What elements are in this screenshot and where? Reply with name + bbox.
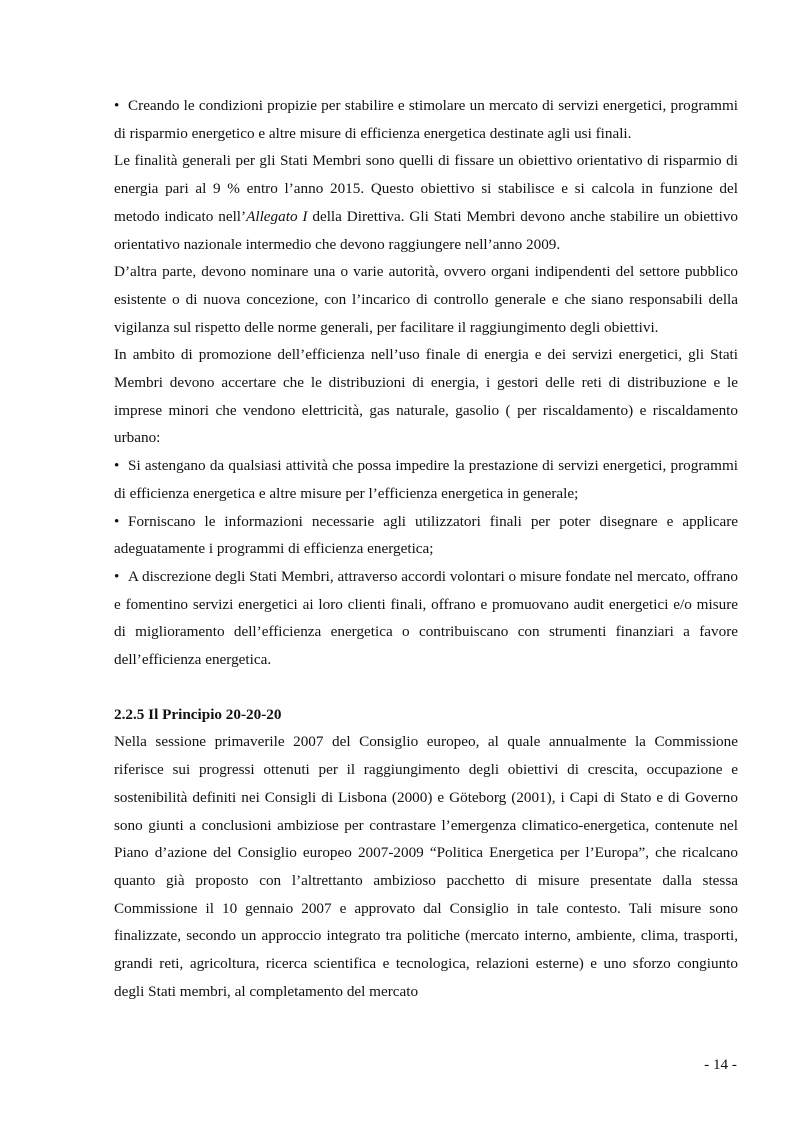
page-body	[114, 92, 738, 1006]
paragraph: In ambito di promozione dell’efficienza nell’uso finale di energia e dei servizi energetici, gli Stati Membri devono accertare che le distribuzioni di energia, i gestori delle reti di distribuzione e le imprese minori che vendono elettricità, gas naturale, gasolio ( per riscaldamento) e riscaldamento urbano:	[114, 346, 738, 447]
paragraph-text: della Direttiva. Gli Stati Membri devono anche stabilire un obiettivo orientativo nazionale intermedio che devono raggiungere nell’anno 2009.	[114, 207, 739, 253]
bullet-icon: •	[114, 457, 120, 475]
bullet-text: A discrezione degli Stati Membri, attraverso accordi volontari o misure fondate nel mercato, offrano e fomentino servizi energetici ai loro clienti finali, offrano e promuovano audit energetici e/o misure di miglioramento dell’efficienza energetica o contribuiscano con strumenti finanziari a favore dell’efficienza energetica.	[114, 567, 738, 669]
page-number: - 14 -	[704, 1056, 737, 1073]
bullet-item	[114, 563, 738, 674]
section-spacer	[114, 674, 738, 701]
bullet-text: Si astengano da qualsiasi attività che possa impedire la prestazione di servizi energetici, programmi di efficienza energetica e altre misure per l’efficienza energetica in generale;	[114, 457, 738, 502]
bullet-text: Forniscano le informazioni necessarie agli utilizzatori finali per poter disegnare e applicare adeguatamente i programmi di efficienza energetica;	[114, 512, 738, 558]
bullet-icon: •	[114, 97, 120, 114]
bullet-icon: •	[114, 512, 120, 530]
bullet-item	[114, 508, 738, 563]
section-heading: 2.2.5 Il Principio 20-20-20	[114, 705, 282, 723]
annex-reference: Allegato I	[246, 207, 308, 225]
bullet-icon: •	[114, 567, 120, 585]
bullet-text: Creando le condizioni propizie per stabilire e stimolare un mercato di servizi energetici, programmi di risparmio energetico e altre misure di efficienza energetica destinate agli usi finali.	[114, 97, 738, 142]
bullet-item	[114, 92, 738, 147]
bullet-item	[114, 452, 738, 507]
paragraph: D’altra parte, devono nominare una o varie autorità, ovvero organi indipendenti del settore pubblico esistente o di nuova concezione, con l’incarico di controllo generale e che siano responsabili della vigilanza sul rispetto delle norme generali, per facilitare il raggiungimento degli obiettivi.	[114, 263, 738, 336]
paragraph: Nella sessione primaverile 2007 del Consiglio europeo, al quale annualmente la Commissione riferisce sui progressi ottenuti per il raggiungimento degli obiettivi di crescita, occupazione e sostenibilità definiti nei Consigli di Lisbona (2000) e Göteborg (2001), i Capi di Stato e di Governo sono giunti a conclusioni ambiziose per contrastare l’emergenza climatico-energetica, contenute nel Piano d’azione del Consiglio europeo 2007-2009 “Politica Energetica per l’Europa”, che ricalcano quanto già proposto con l’altrettanto ambizioso pacchetto di misure presentate dalla stessa Commissione il 10 gennaio 2007 e approvato dal Consiglio in tale contesto. Tali misure sono finalizzate, secondo un approccio integrato tra politiche (mercato interno, ambiente, clima, trasporti, grandi reti, agricoltura, ricerca scientifica e tecnologica, relazioni esterne) e uno sforzo congiunto degli Stati membri, al completamento del mercato	[114, 733, 738, 1000]
paragraph	[114, 147, 738, 258]
paragraph-text: Le finalità generali per gli Stati Membri sono quelli di fissare un obiettivo orientativo di risparmio di energia pari al 9 % entro l’anno 2015. Questo obiettivo si stabilisce e si calcola in funzione del metodo indicato nell’	[114, 152, 738, 225]
